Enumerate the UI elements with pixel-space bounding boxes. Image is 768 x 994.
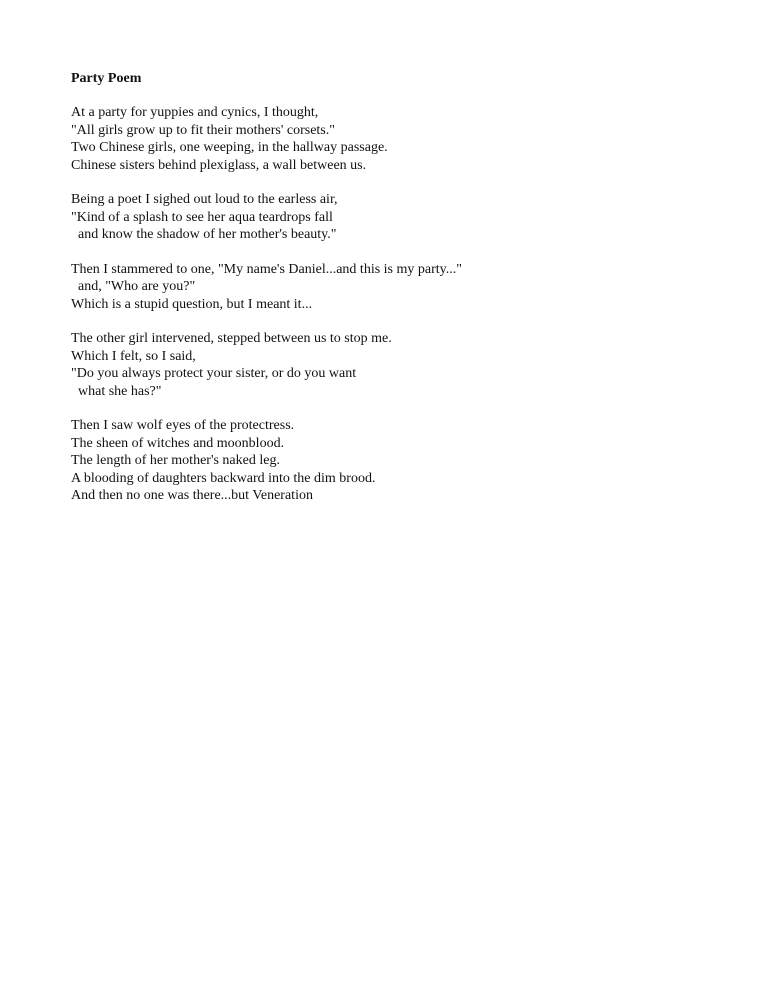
poem-line: "Kind of a splash to see her aqua teardrops fall — [71, 209, 333, 225]
poem-line: Which is a stupid question, but I meant it... — [71, 296, 313, 312]
document-page — [71, 70, 711, 522]
poem-line: "Do you always protect your sister, or do you want — [71, 366, 357, 381]
stanza-4 — [71, 330, 711, 400]
poem-line: The length of her mother's naked leg. — [71, 453, 280, 468]
poem-line: Being a poet I sighed out loud to the earless air, — [71, 192, 338, 207]
stanza-2 — [71, 191, 711, 244]
poem-line: Chinese sisters behind plexiglass, a wall between us. — [71, 157, 367, 173]
poem-line: The sheen of witches and moonblood. — [71, 435, 285, 451]
poem-line: Which I felt, so I said, — [71, 348, 196, 364]
poem-line: Two Chinese girls, one weeping, in the hallway passage. — [71, 140, 388, 155]
stanza-5 — [71, 417, 711, 505]
poem-line: and, "Who are you?" — [71, 279, 196, 294]
poem-line: and know the shadow of her mother's beauty." — [71, 227, 337, 242]
poem-line: And then no one was there...but Veneration — [71, 488, 313, 503]
poem-line: "All girls grow up to fit their mothers' corsets." — [71, 122, 335, 138]
poem-line: The other girl intervened, stepped between us to stop me. — [71, 331, 392, 346]
poem-title: Party Poem — [71, 71, 142, 86]
poem-line: Then I saw wolf eyes of the protectress. — [71, 418, 295, 433]
poem-line: A blooding of daughters backward into the dim brood. — [71, 470, 376, 486]
poem-line: At a party for yuppies and cynics, I thought, — [71, 105, 319, 120]
poem-line: what she has?" — [71, 383, 162, 399]
stanza-1 — [71, 104, 711, 174]
stanza-3 — [71, 261, 711, 314]
poem-line: Then I stammered to one, "My name's Daniel...and this is my party..." — [71, 261, 462, 277]
